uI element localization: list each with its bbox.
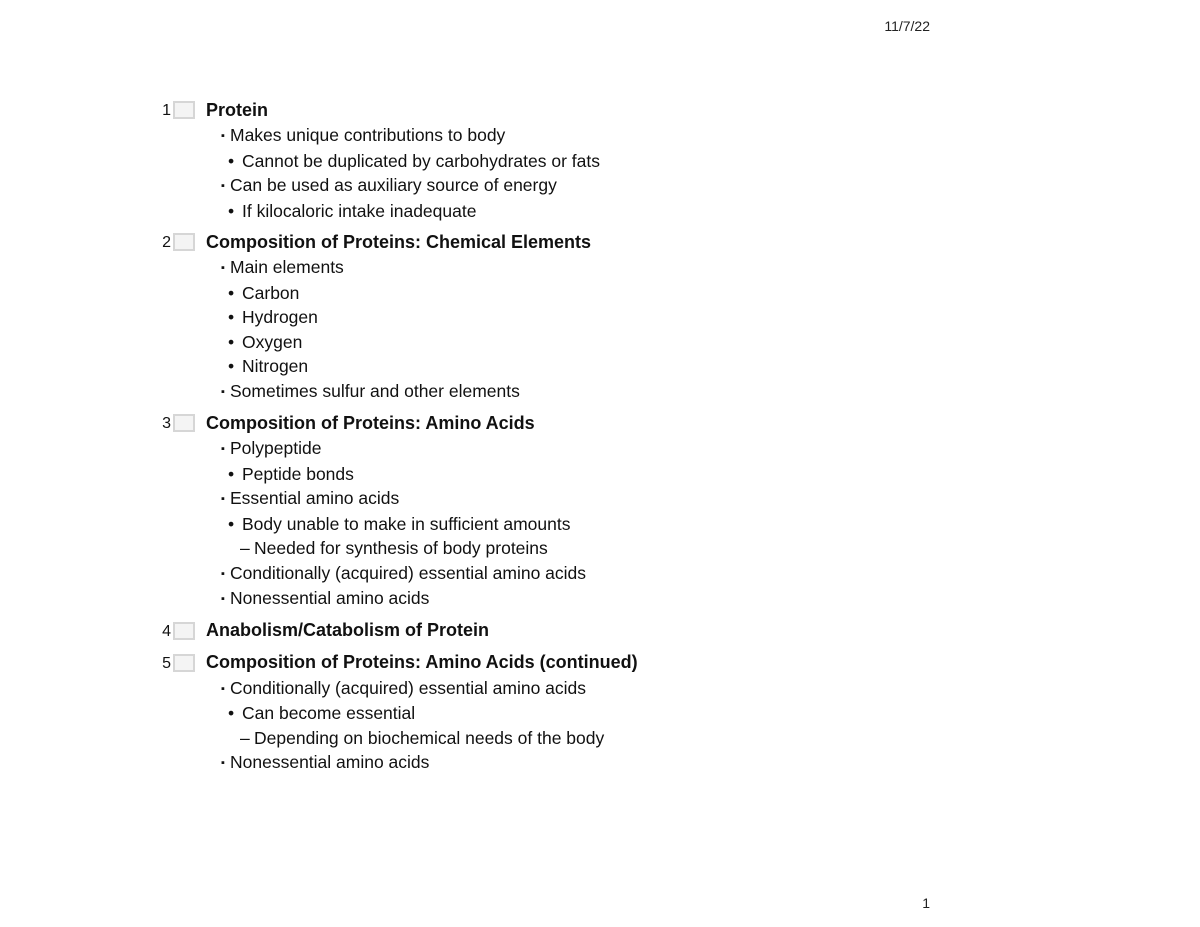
round-bullet-icon: • [228,463,235,484]
bullet-item [155,330,855,355]
slide-title: Composition of Proteins: Amino Acids [206,412,535,433]
bullet-text: Conditionally (acquired) essential amino acids [230,677,587,698]
bullet-item [155,561,855,587]
slide-thumbnail-placeholder [173,414,195,432]
slide-entry [155,97,855,223]
dash-bullet-icon: – [240,727,250,748]
slide-header [155,618,855,644]
slide-number: 5 [162,654,171,672]
bullet-item [155,586,855,612]
round-bullet-icon: • [228,703,235,723]
round-bullet-icon: • [228,282,235,303]
bullet-text: If kilocaloric intake inadequate [242,200,477,221]
bullet-text: Makes unique contributions to body [230,125,506,145]
bullet-text: Needed for synthesis of body proteins [254,538,548,558]
slide-entry [155,229,855,404]
bullet-item [155,536,855,561]
bullet-text: Hydrogen [242,307,318,327]
slide-thumbnail-placeholder [173,233,195,251]
slide-number: 1 [162,102,171,119]
bullet-item [155,305,855,330]
round-bullet-icon: • [228,513,235,534]
slide-header [155,650,855,676]
slide-outline [155,97,855,782]
bullet-text: Sometimes sulfur and other elements [230,380,520,401]
bullet-item [155,436,855,462]
bullet-item [155,379,855,405]
bullet-text: Nonessential amino acids [230,752,430,772]
slide-title: Protein [206,99,269,120]
bullet-item [155,676,855,702]
bullet-text: Depending on biochemical needs of the body [254,727,605,748]
bullet-text: Polypeptide [230,438,322,458]
bullet-text: Nitrogen [242,356,309,376]
bullet-item [155,149,855,174]
slide-thumbnail-placeholder [173,654,195,672]
bullet-text: Oxygen [242,331,303,352]
dash-bullet-icon: – [240,538,250,558]
bullet-text: Cannot be duplicated by carbohydrates or fats [242,150,600,171]
bullet-item [155,199,855,224]
bullet-item [155,726,855,751]
square-bullet-icon: ▪ [221,443,225,455]
square-bullet-icon: ▪ [221,385,225,398]
slide-number: 2 [162,234,171,251]
slide-number: 4 [162,622,171,640]
square-bullet-icon: ▪ [221,567,225,580]
slide-header [155,410,855,436]
bullet-item [155,173,855,199]
slide-title: Anabolism/Catabolism of Protein [206,620,490,640]
round-bullet-icon: • [228,150,235,171]
slide-entry [155,410,855,612]
bullet-item [155,512,855,537]
square-bullet-icon: ▪ [221,682,225,695]
slide-number: 3 [162,415,171,432]
bullet-item [155,255,855,281]
slide-header [155,97,855,123]
bullet-text: Nonessential amino acids [230,588,430,608]
slide-header [155,229,855,255]
square-bullet-icon: ▪ [221,180,225,192]
square-bullet-icon: ▪ [221,593,225,605]
slide-thumbnail-placeholder [173,622,195,640]
slide-thumbnail-placeholder [173,101,195,119]
slide-title: Composition of Proteins: Amino Acids (continued) [206,652,638,672]
bullet-text: Carbon [242,282,300,303]
bullet-item [155,750,855,776]
bullet-item [155,701,855,726]
bullet-text: Can be used as auxiliary source of energy [230,175,557,195]
square-bullet-icon: ▪ [221,493,225,505]
slide-entry [155,618,855,644]
print-date: 11/7/22 [884,18,930,34]
bullet-item [155,486,855,512]
bullet-text: Can become essential [242,703,416,723]
square-bullet-icon: ▪ [221,130,225,142]
page-number: 1 [922,895,930,911]
bullet-text: Essential amino acids [230,488,400,508]
bullet-text: Main elements [230,257,344,277]
round-bullet-icon: • [228,331,235,352]
bullet-item [155,123,855,149]
bullet-item [155,354,855,379]
round-bullet-icon: • [228,200,235,221]
bullet-text: Peptide bonds [242,463,354,484]
round-bullet-icon: • [228,307,235,327]
round-bullet-icon: • [228,356,235,376]
bullet-item [155,462,855,487]
slide-title: Composition of Proteins: Chemical Elements [206,231,592,252]
bullet-item [155,281,855,306]
square-bullet-icon: ▪ [221,262,225,274]
slide-entry [155,650,855,776]
bullet-text: Body unable to make in sufficient amounts [242,513,571,534]
square-bullet-icon: ▪ [221,757,225,769]
bullet-text: Conditionally (acquired) essential amino acids [230,562,587,583]
